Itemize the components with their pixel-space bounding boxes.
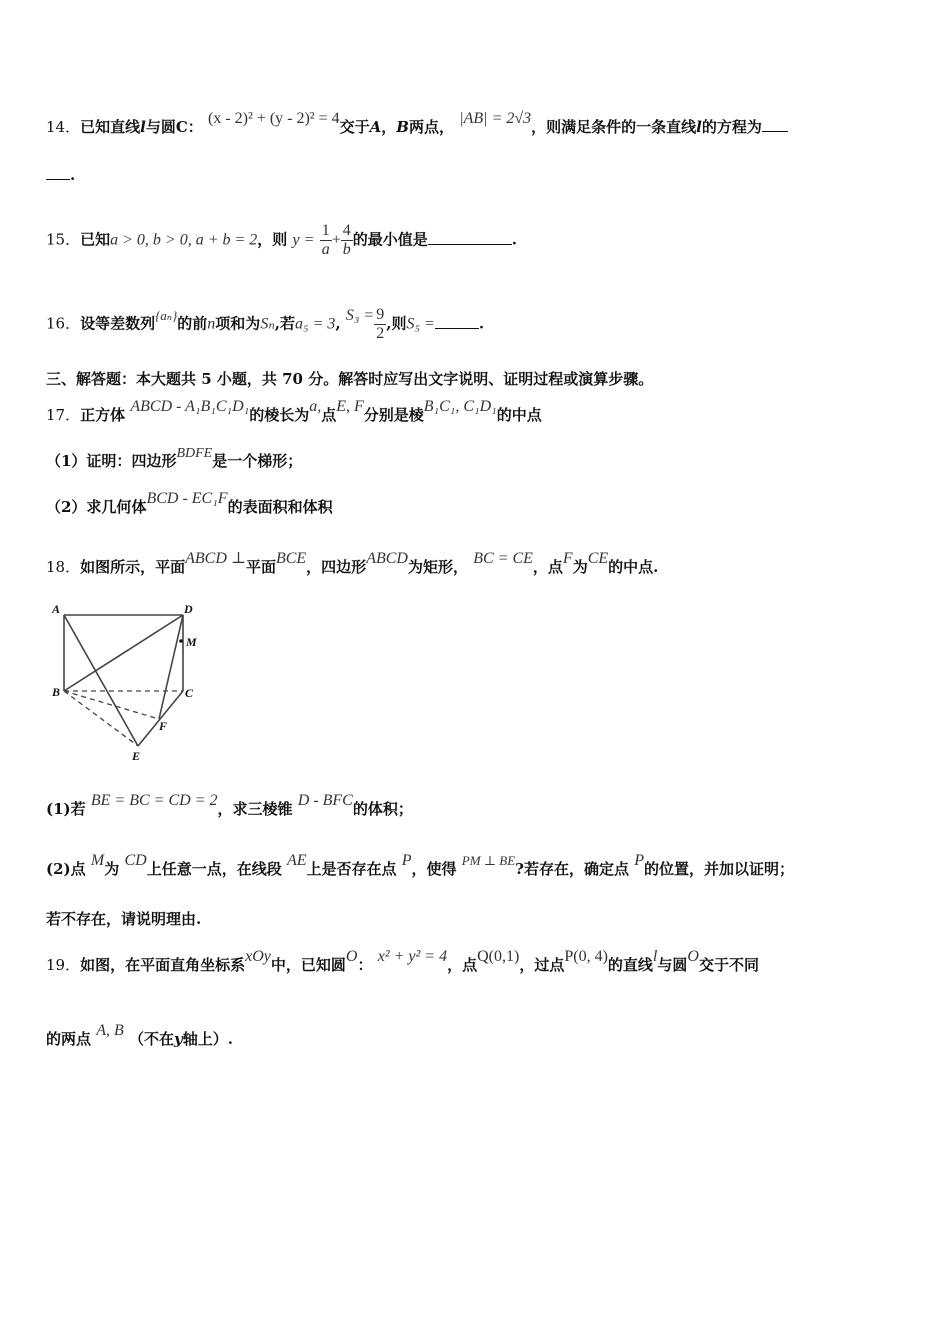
q18-part1-c: 的体积； bbox=[352, 800, 413, 818]
q14-text-5: ，则满足条件的一条直线 bbox=[531, 118, 697, 136]
fig-label-a: A bbox=[52, 602, 61, 616]
q19-l: l bbox=[652, 948, 658, 965]
q15-text-2: ，则 bbox=[257, 230, 288, 249]
q14-line-l: l bbox=[140, 118, 146, 136]
q18-part2-c: 上任意一点，在线段 bbox=[146, 860, 282, 878]
q19-line2 bbox=[46, 1022, 233, 1049]
q14-answer-blank-2 bbox=[46, 179, 70, 180]
q16-text-4: ,若 bbox=[274, 314, 296, 333]
q17-text-4: 分别是棱 bbox=[363, 406, 424, 424]
q18-part2-g: 的位置，并加以证明； bbox=[643, 860, 794, 878]
q15-fraction-1 bbox=[320, 222, 332, 259]
q14-comma: ， bbox=[381, 118, 397, 136]
q15-text-1: 已知 bbox=[80, 230, 111, 249]
q16-answer-blank bbox=[435, 328, 479, 329]
q15-f1-den: a bbox=[321, 241, 330, 258]
q16-n: n bbox=[207, 315, 216, 333]
q19-text-7: 与圆 bbox=[657, 956, 688, 974]
q17-part1 bbox=[46, 446, 303, 471]
q17-ef: E, F bbox=[336, 398, 364, 415]
q19-ab: A, B bbox=[96, 1022, 124, 1039]
q15-line bbox=[46, 222, 517, 259]
q14-text-6: 的方程为 bbox=[701, 118, 762, 136]
q18-text-7: 的中点. bbox=[608, 558, 659, 576]
q18-part2-d: 上是否存在点 bbox=[306, 860, 397, 878]
q19-text-11: 轴上）. bbox=[182, 1030, 233, 1048]
q17-part2-b: 的表面积和体积 bbox=[227, 498, 333, 516]
q19-text-9: 的两点 bbox=[46, 1030, 92, 1048]
q16-line bbox=[46, 306, 484, 343]
q17-cube: ABCD - A₁B₁C₁D₁ bbox=[130, 398, 250, 415]
q19-text-10: （不在 bbox=[129, 1030, 175, 1048]
q14-end: . bbox=[70, 166, 76, 184]
q18-figure bbox=[46, 598, 216, 768]
q18-m: M bbox=[90, 852, 105, 869]
q16-text-1: 设等差数列 bbox=[80, 314, 156, 333]
q15-fraction-2 bbox=[341, 222, 353, 259]
q18-part1 bbox=[46, 792, 413, 819]
q14-number: 14． bbox=[46, 118, 81, 136]
q17-text-2: 的棱长为 bbox=[249, 406, 310, 424]
q19-text-3: ： bbox=[357, 956, 373, 974]
q16-fraction bbox=[374, 306, 386, 343]
q16-frac-num: 9 bbox=[376, 306, 385, 323]
q14-text-3: 交于 bbox=[339, 118, 370, 136]
q15-f2-num: 4 bbox=[342, 222, 351, 239]
q19-text-8: 交于不同 bbox=[698, 956, 759, 974]
q14-circle-equation: (x - 2)² + (y - 2)² = 4 bbox=[208, 110, 340, 127]
q18-part2-f: ?若存在，确定点 bbox=[515, 860, 629, 878]
fig-label-c: C bbox=[185, 686, 194, 700]
q17-text-1: 正方体 bbox=[80, 406, 126, 424]
q19-p: P(0, 4) bbox=[564, 948, 608, 965]
q17-a: a, bbox=[309, 398, 322, 415]
q18-part2-e: ，使得 bbox=[411, 860, 457, 878]
q17-edges: B₁C₁, C₁D₁ bbox=[423, 398, 497, 415]
q18-bc-ce: BC = CE bbox=[473, 550, 533, 567]
q19-text-4: ，点 bbox=[447, 956, 478, 974]
q16-end: . bbox=[478, 314, 485, 333]
q14-chord-length: |AB| = 2√3 bbox=[459, 110, 532, 127]
section-heading: 三、解答题：本大题共 5 小题，共 70 分。解答时应写出文字说明、证明过程或演算步骤。 bbox=[46, 370, 654, 388]
q18-pyramid: D - BFC bbox=[297, 792, 353, 809]
q15-condition: a > 0, b > 0, a + b = 2 bbox=[110, 231, 258, 249]
q18-text-1: 如图所示，平面 bbox=[80, 558, 186, 576]
fig-label-e: E bbox=[132, 749, 141, 763]
q19-text-1: 如图，在平面直角坐标系 bbox=[80, 956, 246, 974]
q19-o: O bbox=[345, 948, 358, 965]
q17-bdfe: BDFE bbox=[176, 446, 213, 461]
q15-f2-den: b bbox=[342, 241, 351, 258]
q18-ce: CE bbox=[587, 550, 609, 567]
q19-text-6: 的直线 bbox=[607, 956, 653, 974]
q18-text-2: 平面 bbox=[245, 558, 276, 576]
q16-a5: a₅ = 3 bbox=[295, 315, 336, 333]
q17-part1-a: （1）证明：四边形 bbox=[46, 452, 177, 470]
q19-circle-eq: x² + y² = 4 bbox=[377, 948, 448, 965]
q18-part1-a: (1)若 bbox=[46, 800, 86, 818]
q19-line1 bbox=[46, 948, 759, 975]
q16-comma: , bbox=[335, 314, 341, 333]
q15-answer-blank bbox=[428, 244, 512, 245]
q14-text-1: 已知直线 bbox=[80, 118, 141, 136]
q17-part1-b: 是一个梯形； bbox=[212, 452, 303, 470]
q18-p-2: P bbox=[634, 852, 644, 869]
q18-part2-line2: 若不存在，请说明理由. bbox=[46, 910, 202, 928]
q18-text-4: 为矩形， bbox=[407, 558, 468, 576]
q17-text-3: 点 bbox=[321, 406, 337, 424]
q14-point-b: B bbox=[396, 118, 409, 136]
q18-lengths: BE = BC = CD = 2 bbox=[90, 792, 218, 809]
q17-line1 bbox=[46, 398, 542, 425]
q19-number: 19． bbox=[46, 956, 81, 974]
q16-frac-den: 2 bbox=[376, 325, 385, 342]
fig-label-m: M bbox=[186, 635, 197, 649]
q15-end: . bbox=[511, 230, 517, 249]
q16-text-2: 的前 bbox=[177, 314, 208, 333]
q16-number: 16． bbox=[46, 314, 81, 333]
q16-s5: S₅ = bbox=[406, 315, 435, 333]
q16-sequence: {aₙ} bbox=[155, 307, 178, 323]
q15-y: y = bbox=[292, 231, 315, 249]
q19-text-2: 中，已知圆 bbox=[270, 956, 346, 974]
q15-plus: + bbox=[331, 231, 341, 249]
q17-part2 bbox=[46, 490, 333, 517]
q18-text-5: ，点 bbox=[532, 558, 563, 576]
q18-number: 18． bbox=[46, 558, 81, 576]
q17-part2-a: （2）求几何体 bbox=[46, 498, 147, 516]
q18-bce: BCE bbox=[275, 550, 307, 567]
q15-text-3: 的最小值是 bbox=[352, 230, 428, 249]
q17-solid: BCD - EC₁F bbox=[146, 490, 228, 507]
q18-perp: PM ⊥ BE bbox=[461, 853, 516, 868]
q18-cd: CD bbox=[124, 852, 147, 869]
q16-text-3: 项和为 bbox=[215, 314, 261, 333]
q19-y: y bbox=[174, 1030, 183, 1048]
q19-text-5: ，过点 bbox=[519, 956, 565, 974]
q18-part2-b: 为 bbox=[104, 860, 120, 878]
q14-text-4: 两点， bbox=[408, 118, 454, 136]
q14-point-a: A bbox=[369, 118, 382, 136]
q15-number: 15． bbox=[46, 230, 81, 249]
fig-label-f: F bbox=[159, 719, 168, 733]
q17-number: 17． bbox=[46, 406, 81, 424]
q15-f1-num: 1 bbox=[321, 222, 330, 239]
q18-part1-b: ，求三棱锥 bbox=[217, 800, 293, 818]
q18-text-3: ，四边形 bbox=[306, 558, 367, 576]
q16-s3: S₃ = bbox=[345, 306, 375, 324]
q18-part2-a: (2)点 bbox=[46, 860, 86, 878]
fig-label-d: D bbox=[184, 602, 193, 616]
q14-circle-name: C： bbox=[175, 118, 203, 136]
q18-f: F bbox=[562, 550, 573, 567]
q18-p: P bbox=[401, 852, 412, 869]
q18-part2 bbox=[46, 852, 794, 879]
q17-text-5: 的中点 bbox=[496, 406, 542, 424]
q16-text-5: ,则 bbox=[386, 314, 407, 333]
q18-abcd: ABCD ⊥ bbox=[185, 550, 246, 567]
q18-line1 bbox=[46, 550, 659, 577]
fig-label-b: B bbox=[52, 685, 61, 699]
q18-ae: AE bbox=[286, 852, 307, 869]
q14-text-2: 与圆 bbox=[145, 118, 176, 136]
q16-sn: Sₙ bbox=[260, 315, 275, 333]
q19-xoy: xOy bbox=[245, 948, 271, 965]
q18-text-6: 为 bbox=[572, 558, 588, 576]
q18-abcd-2: ABCD bbox=[366, 550, 408, 567]
q14-line-l-2: l bbox=[696, 118, 702, 136]
q14-line1 bbox=[46, 110, 788, 137]
q14-line2 bbox=[46, 166, 75, 184]
q19-o-2: O bbox=[687, 948, 699, 965]
q19-q: Q(0,1) bbox=[477, 948, 520, 965]
q14-answer-blank bbox=[762, 131, 788, 132]
